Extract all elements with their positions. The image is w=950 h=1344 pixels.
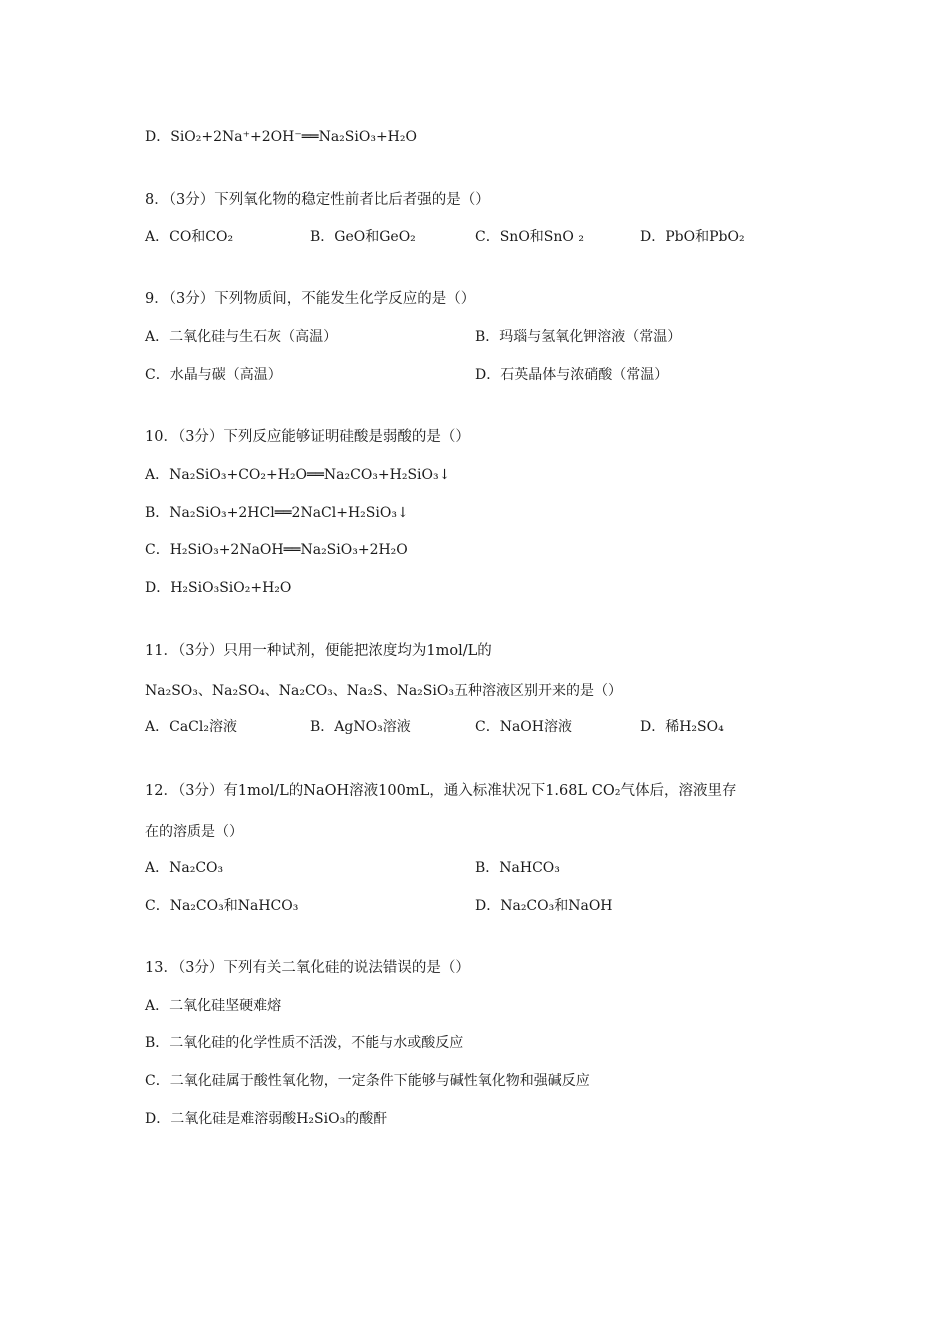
- q13-title: 13．（3分）下列有关二氧化硅的说法错误的是（）: [145, 960, 470, 976]
- q12-title-cont: 在的溶质是（）: [145, 824, 243, 840]
- q11-option-c: C．NaOH溶液: [475, 719, 572, 735]
- q11-option-a: A．CaCl₂溶液: [145, 719, 237, 735]
- q10-option-b: B．Na₂SiO₃+2HCl══2NaCl+H₂SiO₃↓: [145, 505, 409, 521]
- q13-option-b: B．二氧化硅的化学性质不活泼，不能与水或酸反应: [145, 1035, 464, 1051]
- q8-title: 8．（3分）下列氧化物的稳定性前者比后者强的是（）: [145, 192, 490, 208]
- q11-option-d: D．稀H₂SO₄: [640, 719, 724, 735]
- q12-option-a: A．Na₂CO₃: [145, 860, 224, 876]
- q9-option-c: C．水晶与碳（高温）: [145, 367, 282, 383]
- q8-option-c: C．SnO和SnO ₂: [475, 229, 584, 245]
- q9-option-b: B．玛瑙与氢氧化钾溶液（常温）: [475, 329, 682, 345]
- q11-option-b: B．AgNO₃溶液: [310, 719, 411, 735]
- q9-title: 9．（3分）下列物质间，不能发生化学反应的是（）: [145, 291, 476, 307]
- q11-title: 11．（3分）只用一种试剂，便能把浓度均为1mol/L的: [145, 643, 492, 659]
- q10-option-d: D．H₂SiO₃SiO₂+H₂O: [145, 580, 292, 596]
- q12-option-b: B．NaHCO₃: [475, 860, 560, 876]
- q10-title: 10．（3分）下列反应能够证明硅酸是弱酸的是（）: [145, 429, 470, 445]
- q9-option-a: A．二氧化硅与生石灰（高温）: [145, 329, 338, 345]
- q10-option-c: C．H₂SiO₃+2NaOH══Na₂SiO₃+2H₂O: [145, 542, 408, 558]
- q8-option-a: A．CO和CO₂: [145, 229, 234, 245]
- q8-option-d: D．PbO和PbO₂: [640, 229, 745, 245]
- q13-option-a: A．二氧化硅坚硬难熔: [145, 998, 282, 1014]
- q12-title: 12．（3分）有1mol/L的NaOH溶液100mL，通入标准状况下1.68L CO₂气体后，溶液里存: [145, 783, 737, 799]
- q10-option-a: A．Na₂SiO₃+CO₂+H₂O══Na₂CO₃+H₂SiO₃↓: [145, 467, 451, 483]
- q9-option-d: D．石英晶体与浓硝酸（常温）: [475, 367, 669, 383]
- q7-option-d: D．SiO₂+2Na⁺+2OH⁻══Na₂SiO₃+H₂O: [145, 129, 417, 145]
- q11-title-cont: Na₂SO₃、Na₂SO₄、Na₂CO₃、Na₂S、Na₂SiO₃五种溶液区别开来的是（）: [145, 683, 622, 699]
- q12-option-d: D．Na₂CO₃和NaOH: [475, 898, 613, 914]
- q8-option-b: B．GeO和GeO₂: [310, 229, 416, 245]
- q12-option-c: C．Na₂CO₃和NaHCO₃: [145, 898, 299, 914]
- q13-option-d: D．二氧化硅是难溶弱酸H₂SiO₃的酸酐: [145, 1111, 388, 1127]
- q13-option-c: C．二氧化硅属于酸性氧化物，一定条件下能够与碱性氧化物和强碱反应: [145, 1073, 590, 1089]
